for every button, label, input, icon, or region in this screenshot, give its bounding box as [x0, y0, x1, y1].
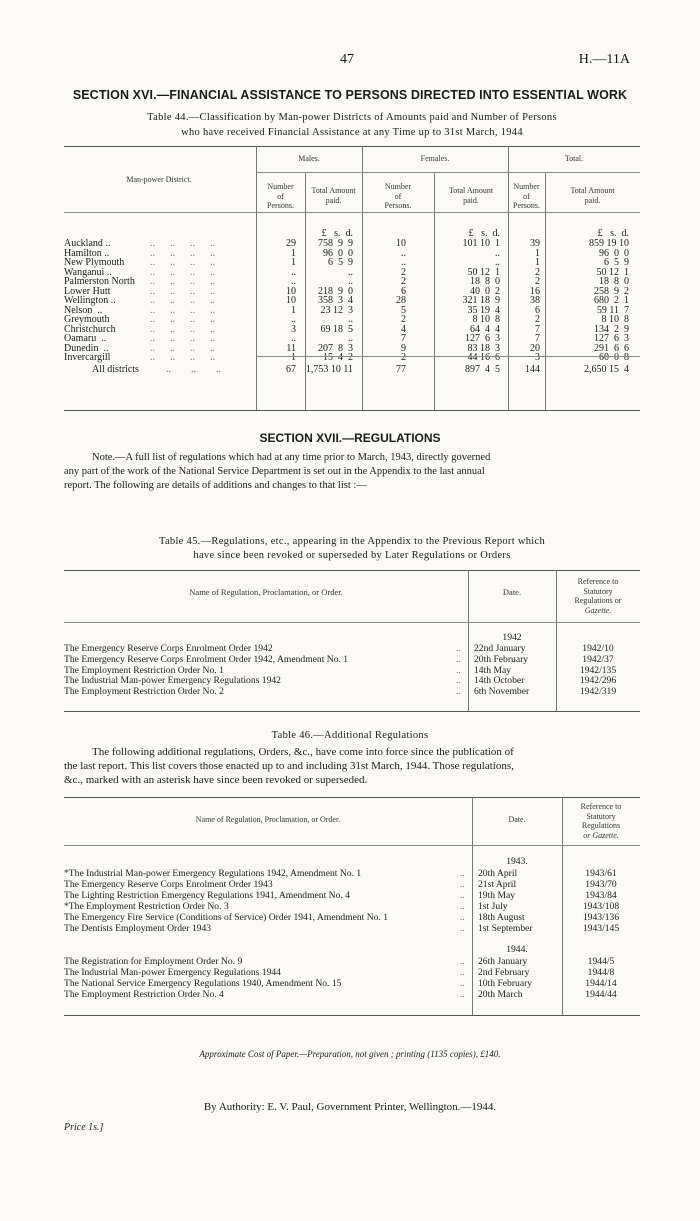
district-name: Dunedin .. — [64, 342, 109, 354]
leader-dots: .. .. .. .. — [150, 314, 215, 325]
gazette-reference: 1942/319 — [579, 686, 617, 698]
males-number: 10 — [286, 295, 296, 306]
leader-dots: .. .. .. — [166, 364, 221, 375]
document-reference: H.—11A — [578, 52, 630, 67]
intro-line2: the last report. This list covers those enacted up to and including 31st March, 1944. Those regulations, — [64, 760, 514, 772]
males-number: 29 — [286, 238, 296, 249]
total-amount: 127 6 3 — [594, 333, 629, 344]
total-amount-header: Total Amount paid. — [570, 186, 615, 205]
total-number: 7 — [535, 333, 540, 344]
females-number: 2 — [401, 352, 406, 363]
regulation-name: The Employment Restriction Order No. 1 — [64, 664, 224, 676]
females-number: .. — [401, 257, 406, 268]
district-name: Wellington .. — [64, 295, 116, 306]
males-amount: .. — [348, 276, 353, 287]
regulation-name: The Emergency Reserve Corps Enrolment Order 1943 — [64, 879, 273, 890]
females-amount-header: Total Amount paid. — [448, 186, 494, 205]
header-bottom-rule — [64, 845, 640, 846]
table-bottom-rule — [64, 410, 640, 411]
table-top-rule — [64, 146, 640, 147]
leader-dots: .. .. .. .. — [150, 342, 215, 354]
males-number: 1 — [291, 257, 296, 268]
total-number: 1 — [535, 257, 540, 268]
gazette-reference: 1944/8 — [587, 967, 615, 978]
regulation-name: *The Industrial Man-power Emergency Regulations 1942, Amendment No. 1 — [64, 868, 362, 879]
intro-line1: The following additional regulations, Orders, &c., have come into force since the publication of — [92, 746, 514, 758]
regulation-date: 22nd January — [474, 643, 526, 654]
district-name: Auckland .. — [64, 238, 111, 249]
females-number: 2 — [401, 266, 406, 278]
page-number: 47 — [340, 52, 354, 67]
leader-dots: .. — [460, 967, 465, 978]
males-amount: 69 18 5 — [320, 323, 353, 335]
gazette-reference: 1944/5 — [587, 956, 615, 967]
total-number: 39 — [530, 238, 540, 249]
leader-dots: .. — [460, 879, 465, 890]
males-number: .. — [291, 266, 296, 278]
total-rule — [256, 356, 640, 357]
males-number: 1 — [291, 247, 296, 259]
gazette-reference: 1942/10 — [582, 643, 614, 654]
group-rule — [256, 172, 640, 173]
leader-dots: .. — [460, 989, 465, 1000]
total-females-number: 77 — [396, 364, 406, 375]
females-amount: .. — [495, 247, 500, 259]
gazette-reference: 1943/108 — [582, 901, 620, 912]
females-amount: 101 10 1 — [462, 238, 500, 249]
leader-dots: .. — [460, 912, 465, 923]
males-amount: .. — [348, 314, 353, 325]
males-amount: 15 4 2 — [323, 352, 353, 363]
females-amount: 64 4 4 — [470, 323, 500, 335]
leader-dots: .. .. .. .. — [150, 285, 215, 297]
females-amount: .. — [495, 257, 500, 268]
males-number: .. — [291, 314, 296, 325]
date-column-header: Date. — [502, 587, 522, 597]
females-number: 4 — [401, 323, 406, 335]
district-name: Oamaru .. — [64, 333, 107, 344]
table-bottom-rule — [64, 1015, 640, 1016]
leader-dots: .. — [456, 643, 461, 654]
reference-column-header: Reference to Statutory Regulations or Gazette. — [574, 577, 622, 615]
females-amount: 321 18 9 — [462, 295, 500, 306]
table-45-caption-line2: have since been revoked or superseded by Later Regulations or Orders — [193, 550, 511, 561]
regulation-name: The Industrial Man-power Emergency Regulations 1944 — [64, 967, 281, 978]
regulation-date: 10th February — [478, 978, 533, 989]
table-45-caption — [64, 535, 640, 563]
males-amount: 218 9 0 — [318, 285, 353, 297]
total-total-amount: 2,650 15 4 — [584, 364, 629, 375]
regulation-name: *The Employment Restriction Order No. 3 — [64, 901, 229, 912]
regulation-name: The Dentists Employment Order 1943 — [64, 923, 212, 934]
section-16-title: SECTION XVI.—FINANCIAL ASSISTANCE TO PERSONS DIRECTED INTO ESSENTIAL WORK — [72, 88, 628, 102]
district-name: Palmerston North — [64, 276, 135, 287]
table-top-rule — [64, 797, 640, 798]
females-amount: 50 12 1 — [467, 266, 500, 278]
price: Price 1s.] — [64, 1122, 104, 1133]
regulation-name: The Lighting Restriction Emergency Regulations 1941, Amendment No. 4 — [64, 890, 350, 901]
note-line3: report. The following are details of additions and changes to that list :— — [64, 480, 367, 491]
leader-dots: .. .. .. .. — [150, 238, 215, 249]
gazette-reference: 1943/70 — [585, 879, 617, 890]
regulation-name: The Emergency Fire Service (Conditions of Service) Order 1941, Amendment No. 1 — [64, 912, 389, 923]
regulation-date: 1st September — [478, 923, 533, 934]
regulation-name: The National Service Emergency Regulations 1940, Amendment No. 15 — [64, 978, 342, 989]
males-number: 1 — [291, 352, 296, 363]
leader-dots: .. — [460, 978, 465, 989]
males-amount: 23 12 3 — [320, 304, 353, 316]
total-number: 2 — [535, 266, 540, 278]
district-name: Nelson .. — [64, 304, 103, 316]
note-paragraph — [64, 451, 640, 493]
total-number: 16 — [530, 285, 540, 297]
leader-dots: .. .. .. .. — [150, 333, 215, 344]
males-amount: 6 5 9 — [328, 257, 353, 268]
gazette-reference: 1942/37 — [582, 653, 614, 665]
males-number: 11 — [286, 342, 296, 354]
table-bottom-rule — [64, 711, 640, 712]
total-amount: 8 10 8 — [601, 314, 629, 325]
total-amount: 18 8 0 — [599, 276, 629, 287]
district-name: Lower Hutt — [64, 285, 111, 297]
name-column-header: Name of Regulation, Proclamation, or Order. — [195, 815, 341, 824]
district-name: New Plymouth — [64, 257, 125, 268]
females-amount: 40 0 2 — [470, 285, 500, 297]
females-units: £ s. d. — [468, 228, 500, 239]
district-name: Hamilton .. — [64, 247, 110, 259]
females-number: 28 — [396, 295, 406, 306]
table-44-caption — [64, 110, 640, 140]
regulation-date: 6th November — [474, 686, 530, 698]
regulation-date: 19th May — [478, 890, 516, 901]
females-amount: 127 6 3 — [465, 333, 500, 344]
regulation-name: The Emergency Reserve Corps Enrolment Order 1942, Amendment No. 1 — [64, 653, 349, 665]
year-label-1943: 1943. — [506, 856, 528, 867]
females-number: 7 — [401, 333, 406, 344]
gazette-reference: 1942/296 — [579, 675, 617, 687]
regulation-name: The Employment Restriction Order No. 2 — [64, 686, 224, 698]
regulation-name: The Registration for Employment Order No. 9 — [64, 956, 243, 967]
total-number: 1 — [535, 247, 540, 259]
males-number: .. — [291, 333, 296, 344]
district-name: Wanganui .. — [64, 266, 112, 278]
females-number: 2 — [401, 276, 406, 287]
females-amount: 44 16 6 — [467, 352, 500, 363]
males-number: 3 — [291, 323, 296, 335]
leader-dots: .. — [460, 890, 465, 901]
regulation-date: 1st July — [478, 901, 508, 912]
leader-dots: .. .. .. .. — [150, 266, 215, 278]
leader-dots: .. — [460, 868, 465, 879]
gazette-reference: 1942/135 — [579, 664, 617, 676]
leader-dots: .. .. .. .. — [150, 295, 215, 306]
males-number: 1 — [291, 304, 296, 316]
total-number: 2 — [535, 314, 540, 325]
total-amount: 258 9 2 — [594, 285, 629, 297]
regulation-date: 14th May — [474, 664, 512, 676]
males-amount: 96 0 0 — [323, 247, 353, 259]
note-line1: Note.—A full list of regulations which had at any time prior to March, 1943, directly governed — [92, 452, 491, 463]
header-bottom-rule — [64, 212, 640, 213]
reference-column-header: Reference to Statutory Regulations or Gazette. — [580, 802, 622, 840]
total-number-header: Number of Persons. — [513, 182, 540, 210]
total-number: 38 — [530, 295, 540, 306]
intro-line3: &c., marked with an asterisk have since been revoked or superseded. — [64, 774, 368, 786]
leader-dots: .. — [456, 686, 461, 698]
males-amount: .. — [348, 333, 353, 344]
total-males-number: 67 — [286, 364, 296, 375]
regulation-name: The Industrial Man-power Emergency Regulations 1942 — [64, 675, 281, 687]
females-amount: 8 10 8 — [472, 314, 500, 325]
males-group-header: Males. — [298, 154, 320, 163]
total-males-amount: 1,753 10 11 — [305, 364, 353, 375]
regulation-date: 14th October — [474, 675, 525, 687]
females-number: 2 — [401, 314, 406, 325]
date-column-header: Date. — [508, 815, 526, 824]
males-number: 10 — [286, 285, 296, 297]
females-number: 5 — [401, 304, 406, 316]
leader-dots: .. — [460, 956, 465, 967]
females-amount: 18 8 0 — [470, 276, 500, 287]
gazette-reference: 1943/145 — [582, 923, 620, 934]
table-top-rule — [64, 570, 640, 571]
males-number-header: Number of Persons. — [267, 182, 294, 210]
leader-dots: .. — [456, 653, 461, 665]
total-group-header: Total. — [564, 154, 584, 163]
district-name: Invercargill — [64, 352, 111, 363]
leader-dots: .. .. .. .. — [150, 323, 215, 335]
total-number: 7 — [535, 323, 540, 335]
regulation-name: The Emergency Reserve Corps Enrolment Order 1942 — [64, 643, 273, 654]
regulation-date: 21st April — [478, 879, 517, 890]
males-number: .. — [291, 276, 296, 287]
header-bottom-rule — [64, 622, 640, 623]
total-row-label: All districts — [92, 364, 139, 375]
district-column-header: Man-power District. — [126, 175, 192, 184]
total-amount: 60 0 8 — [599, 352, 629, 363]
total-amount: 680 2 1 — [594, 295, 629, 306]
leader-dots: .. .. .. .. — [150, 352, 215, 363]
regulation-date: 18th August — [478, 912, 525, 923]
total-number: 6 — [535, 304, 540, 316]
leader-dots: .. .. .. .. — [150, 276, 215, 287]
total-amount: 6 5 9 — [604, 257, 629, 268]
females-number: 10 — [396, 238, 406, 249]
leader-dots: .. — [460, 901, 465, 912]
total-amount: 859 19 10 — [589, 238, 629, 249]
table-45-caption-line1: Table 45.—Regulations, etc., appearing in the Appendix to the Previous Report which — [158, 536, 546, 547]
gazette-reference: 1943/136 — [582, 912, 620, 923]
total-amount: 59 11 7 — [596, 304, 629, 316]
males-amount: 207 8 3 — [318, 342, 353, 354]
total-number: 20 — [530, 342, 540, 354]
gazette-reference: 1944/14 — [585, 978, 617, 989]
regulation-name: The Employment Restriction Order No. 4 — [64, 989, 224, 1000]
gazette-reference: 1944/44 — [585, 989, 617, 1000]
regulation-date: 20th March — [478, 989, 523, 1000]
females-number: 6 — [401, 285, 406, 297]
year-label: 1942 — [502, 632, 522, 643]
leader-dots: .. — [460, 923, 465, 934]
gazette-reference: 1943/61 — [585, 868, 617, 879]
males-units: £ s. d. — [321, 228, 353, 239]
total-number: 2 — [535, 276, 540, 287]
regulation-date: 2nd February — [478, 967, 530, 978]
females-amount: 83 18 3 — [467, 342, 500, 354]
females-number: .. — [401, 247, 406, 259]
printing-cost-note: Approximate Cost of Paper.—Preparation, not given ; printing (1135 copies), £140. — [199, 1049, 501, 1059]
district-name: Greymouth — [64, 314, 110, 325]
printer-authority: By Authority: E. V. Paul, Government Printer, Wellington.—1944. — [203, 1101, 497, 1113]
table-44-caption-line2: who have received Financial Assistance at any Time up to 31st March, 1944 — [181, 127, 523, 138]
total-females-amount: 897 4 5 — [465, 364, 500, 375]
table-44-caption-line1: Table 44.—Classification by Man-power Districts of Amounts paid and Number of Persons — [147, 112, 557, 123]
section-17-title: SECTION XVII.—REGULATIONS — [259, 431, 441, 445]
males-amount: .. — [348, 266, 353, 278]
males-amount: 358 3 4 — [318, 295, 353, 306]
females-group-header: Females. — [420, 154, 450, 163]
leader-dots: .. .. .. .. — [150, 257, 215, 268]
name-column-header: Name of Regulation, Proclamation, or Order. — [189, 587, 343, 597]
regulation-date: 20th February — [474, 653, 529, 665]
males-amount-header: Total Amount paid. — [311, 186, 356, 205]
total-amount: 96 0 0 — [599, 247, 629, 259]
table-46-caption: Table 46.—Additional Regulations — [271, 730, 429, 741]
leader-dots: .. .. .. .. — [150, 304, 215, 316]
regulation-date: 20th April — [478, 868, 518, 879]
females-number: 9 — [401, 342, 406, 354]
col-divider — [472, 797, 473, 1015]
leader-dots: .. .. .. .. — [150, 247, 215, 259]
total-amount: 291 6 6 — [594, 342, 629, 354]
total-units: £ s. d. — [597, 228, 629, 239]
note-line2: any part of the work of the National Service Department is set out in the Appendix to the last annual — [64, 466, 485, 477]
leader-dots: .. — [456, 664, 461, 676]
regulation-date: 26th January — [478, 956, 528, 967]
males-amount: 758 9 9 — [318, 238, 353, 249]
leader-dots: .. — [456, 675, 461, 687]
year-label-1944: 1944. — [506, 944, 528, 955]
total-amount: 50 12 1 — [596, 266, 629, 278]
table-46-intro — [64, 745, 640, 787]
females-amount: 35 19 4 — [467, 304, 500, 316]
district-name: Christchurch — [64, 323, 116, 335]
females-number-header: Number of Persons. — [384, 182, 412, 210]
total-total-number: 144 — [525, 364, 540, 375]
total-amount: 134 2 9 — [594, 323, 629, 335]
gazette-reference: 1943/84 — [585, 890, 617, 901]
total-number: 3 — [535, 352, 540, 363]
